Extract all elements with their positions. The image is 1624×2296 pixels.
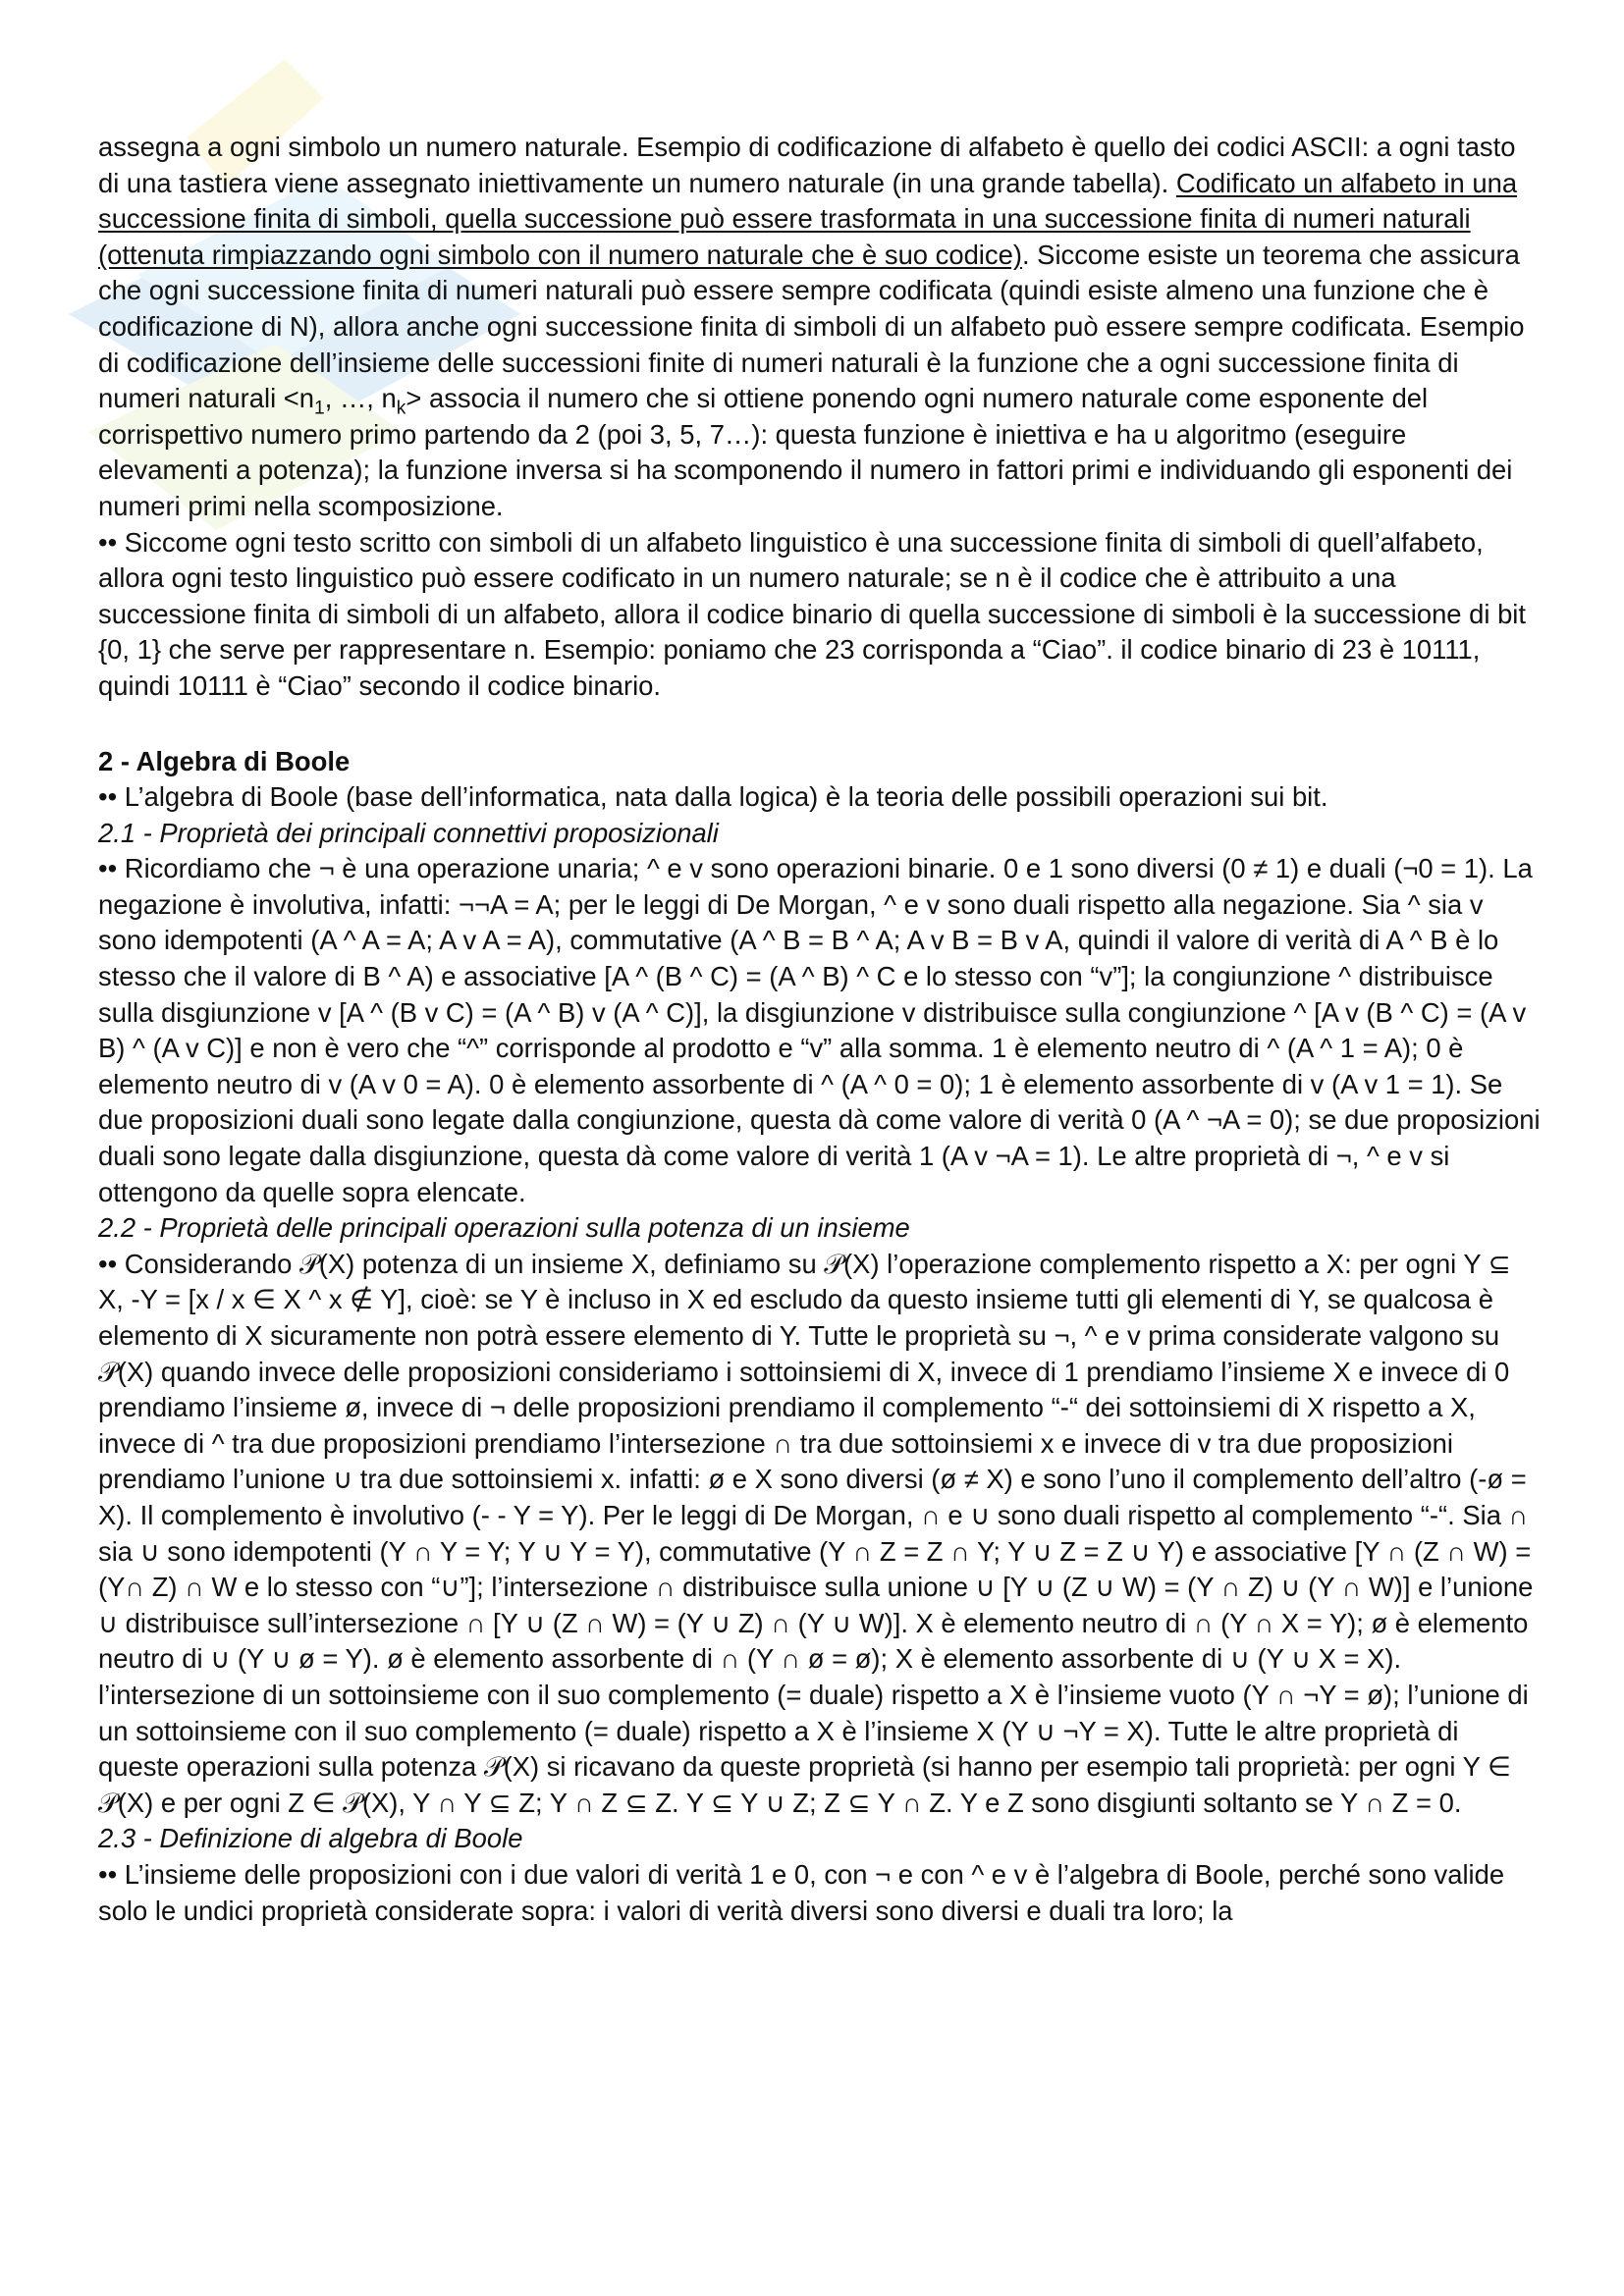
subsection-paragraph-2-1: •• Ricordiamo che ¬ è una operazione unaria; ^ e v sono operazioni binarie. 0 e 1 sono diversi (0 ≠ 1) e duali (¬0 = 1). La negazione è involutiva, infatti: ¬¬A = A; per le leggi di De Morgan, ^ e v sono duali rispetto alla negazione. Sia ^ sia v sono idempotenti (A ^ A = A; A v A = A), commutative (A ^ B = B ^ A; A v B = B v A, quindi il valore di verità di A ^ B è lo stesso che il valore di B ^ A) e associative [A ^ (B ^ C) = (A ^ B) ^ C e lo stesso con “v”]; la congiunzione ^ distribuisce sulla disgiunzione v [A ^ (B v C) = (A ^ B) v (A ^ C)], la disgiunzione v distribuisce sulla congiunzione ^ [A v (B ^ C) = (A v B) ^ (A v C)] e non è vero che “^” corrisponde al prodotto e “v” alla somma. 1 è elemento neutro di ^ (A ^ 1 = A); 0 è elemento neutro di v (A v 0 = A). 0 è elemento assorbente di ^ (A ^ 0 = 0); 1 è elemento assorbente di v (A v 1 = 1). Se due proposizioni duali sono legate dalla congiunzione, questa dà come valore di verità 0 (A ^ ¬A = 0); se due proposizioni duali sono legate dalla disgiunzione, questa dà come valore di verità 1 (A v ¬A = 1). Le altre proprietà di ¬, ^ e v si ottengono da quelle sopra elencate. <box>98 853 1541 1207</box>
subsection-paragraph-2-3: •• L’insieme delle proposizioni con i due valori di verità 1 e 0, con ¬ e con ^ e v è l’algebra di Boole, perché sono valide solo le undici proprietà considerate sopra: i valori di verità diversi sono diversi e duali tra loro; la <box>98 1858 1505 1926</box>
subscript-1: 1 <box>314 398 325 419</box>
subsection-heading-2-2: 2.2 - Proprietà delle principali operazioni sulla potenza di un insieme <box>98 1212 910 1244</box>
subsection-heading-2-3: 2.3 - Definizione di algebra di Boole <box>98 1823 523 1854</box>
section-gap <box>98 705 1543 744</box>
document-page <box>98 130 1543 1929</box>
subsection-heading-2-1: 2.1 - Proprietà dei principali connettivi proposizionali <box>98 817 719 848</box>
section-intro-paragraph: •• L’algebra di Boole (base dell’informatica, nata dalla logica) è la teoria delle possibili operazioni sui bit. <box>98 781 1328 813</box>
intro-text-a: assegna a ogni simbolo un numero naturale. Esempio di codificazione di alfabeto è quello dei codici ASCII: a ogni tasto di una tastiera viene assegnato iniettivamente un numero naturale (in una grande tabella). <box>98 132 1516 198</box>
intro-paragraph-1 <box>98 130 1543 525</box>
section-heading: 2 - Algebra di Boole <box>98 745 351 776</box>
subscript-k: k <box>396 398 406 419</box>
intro-text-d: > associa il numero che si ottiene ponendo ogni numero naturale come esponente del corrispettivo numero primo partendo da 2 (poi 3, 5, 7…): questa funzione è iniettiva e ha u algoritmo (eseguire elevamenti a potenza); la funzione inversa si ha scomponendo il numero in fattori primi e individuando gli esponenti dei numeri primi nella scomposizione. <box>98 383 1513 521</box>
intro-paragraph-2: •• Siccome ogni testo scritto con simboli di un alfabeto linguistico è una successione finita di simboli di quell’alfabeto, allora ogni testo linguistico può essere codificato in un numero naturale; se n è il codice che è attribuito a una successione finita di simboli di un alfabeto, allora il codice binario di quella successione di simboli è la successione di bit {0, 1} che serve per rappresentare n. Esempio: poniamo che 23 corrisponda a “Ciao”. il codice binario di 23 è 10111, quindi 10111 è “Ciao” secondo il codice binario. <box>98 526 1527 701</box>
intro-underlined-text: Codificato un alfabeto in una successione finita di simboli, quella successione può essere trasformata in una successione finita di numeri naturali (ottenuta rimpiazzando ogni simbolo con il numero naturale che è suo codice) <box>98 167 1518 270</box>
intro-text-c: , …, n <box>324 383 397 414</box>
subsection-paragraph-2-2: •• Considerando 𝒫(X) potenza di un insieme X, definiamo su 𝒫(X) l’operazione complemento rispetto a X: per ogni Y ⊆ X, -Y = [x / x ∈ X ^ x ∉ Y], cioè: se Y è incluso in X ed escludo da questo insieme tutti gli elementi di Y, se qualcosa è elemento di X sicuramente non potrà essere elemento di Y. Tutte le proprietà su ¬, ^ e v prima considerate valgono su 𝒫(X) quando invece delle proposizioni consideriamo i sottoinsiemi di X, invece di 1 prendiamo l’insieme X e invece di 0 prendiamo l’insieme ø, invece di ¬ delle proposizioni prendiamo il complemento “-“ dei sottoinsiemi di X rispetto a X, invece di ^ tra due proposizioni prendiamo l’intersezione ∩ tra due sottoinsiemi x e invece di v tra due proposizioni prendiamo l’unione ∪ tra due sottoinsiemi x. infatti: ø e X sono diversi (ø ≠ X) e sono l’uno il complemento dell’altro (-ø = X). Il complemento è involutivo (- - Y = Y). Per le leggi di De Morgan, ∩ e ∪ sono duali rispetto al complemento “-“. Sia ∩ sia ∪ sono idempotenti (Y ∩ Y = Y; Y ∪ Y = Y), commutative (Y ∩ Z = Z ∩ Y; Y ∪ Z = Z ∪ Y) e associative [Y ∩ (Z ∩ W) = (Y∩ Z) ∩ W e lo stesso con “∪”]; l’intersezione ∩ distribuisce sulla unione ∪ [Y ∪ (Z ∪ W) = (Y ∩ Z) ∪ (Y ∩ W)] e l’unione ∪ distribuisce sull’intersezione ∩ [Y ∪ (Z ∩ W) = (Y ∪ Z) ∩ (Y ∪ W)]. X è elemento neutro di ∩ (Y ∩ X = Y); ø è elemento neutro di ∪ (Y ∪ ø = Y). ø è elemento assorbente di ∩ (Y ∩ ø = ø); X è elemento assorbente di ∪ (Y ∪ X = X). l’intersezione di un sottoinsieme con il suo complemento (= duale) rispetto a X è l’insieme vuoto (Y ∩ ¬Y = ø); l’unione di un sottoinsieme con il suo complemento (= duale) rispetto a X è l’insieme X (Y ∪ ¬Y = X). Tutte le altre proprietà di queste operazioni sulla potenza 𝒫(X) si ricavano da queste proprietà (si hanno per esempio tali proprietà: per ogni Y ∈ 𝒫(X) e per ogni Z ∈ 𝒫(X), Y ∩ Y ⊆ Z; Y ∩ Z ⊆ Z. Y ⊆ Y ∪ Z; Z ⊆ Y ∩ Z. Y e Z sono disgiunti soltanto se Y ∩ Z = 0. <box>98 1248 1534 1818</box>
intro-text-b: . Siccome esiste un teorema che assicura che ogni successione finita di numeri naturali può essere sempre codificata (quindi esiste almeno una funzione che è codificazione di N), allora anche ogni successione finita di simboli di un alfabeto può essere sempre codificata. Esempio di codificazione dell’insieme delle successioni finite di numeri naturali è la funzione che a ogni successione finita di numeri naturali <n <box>98 239 1525 414</box>
